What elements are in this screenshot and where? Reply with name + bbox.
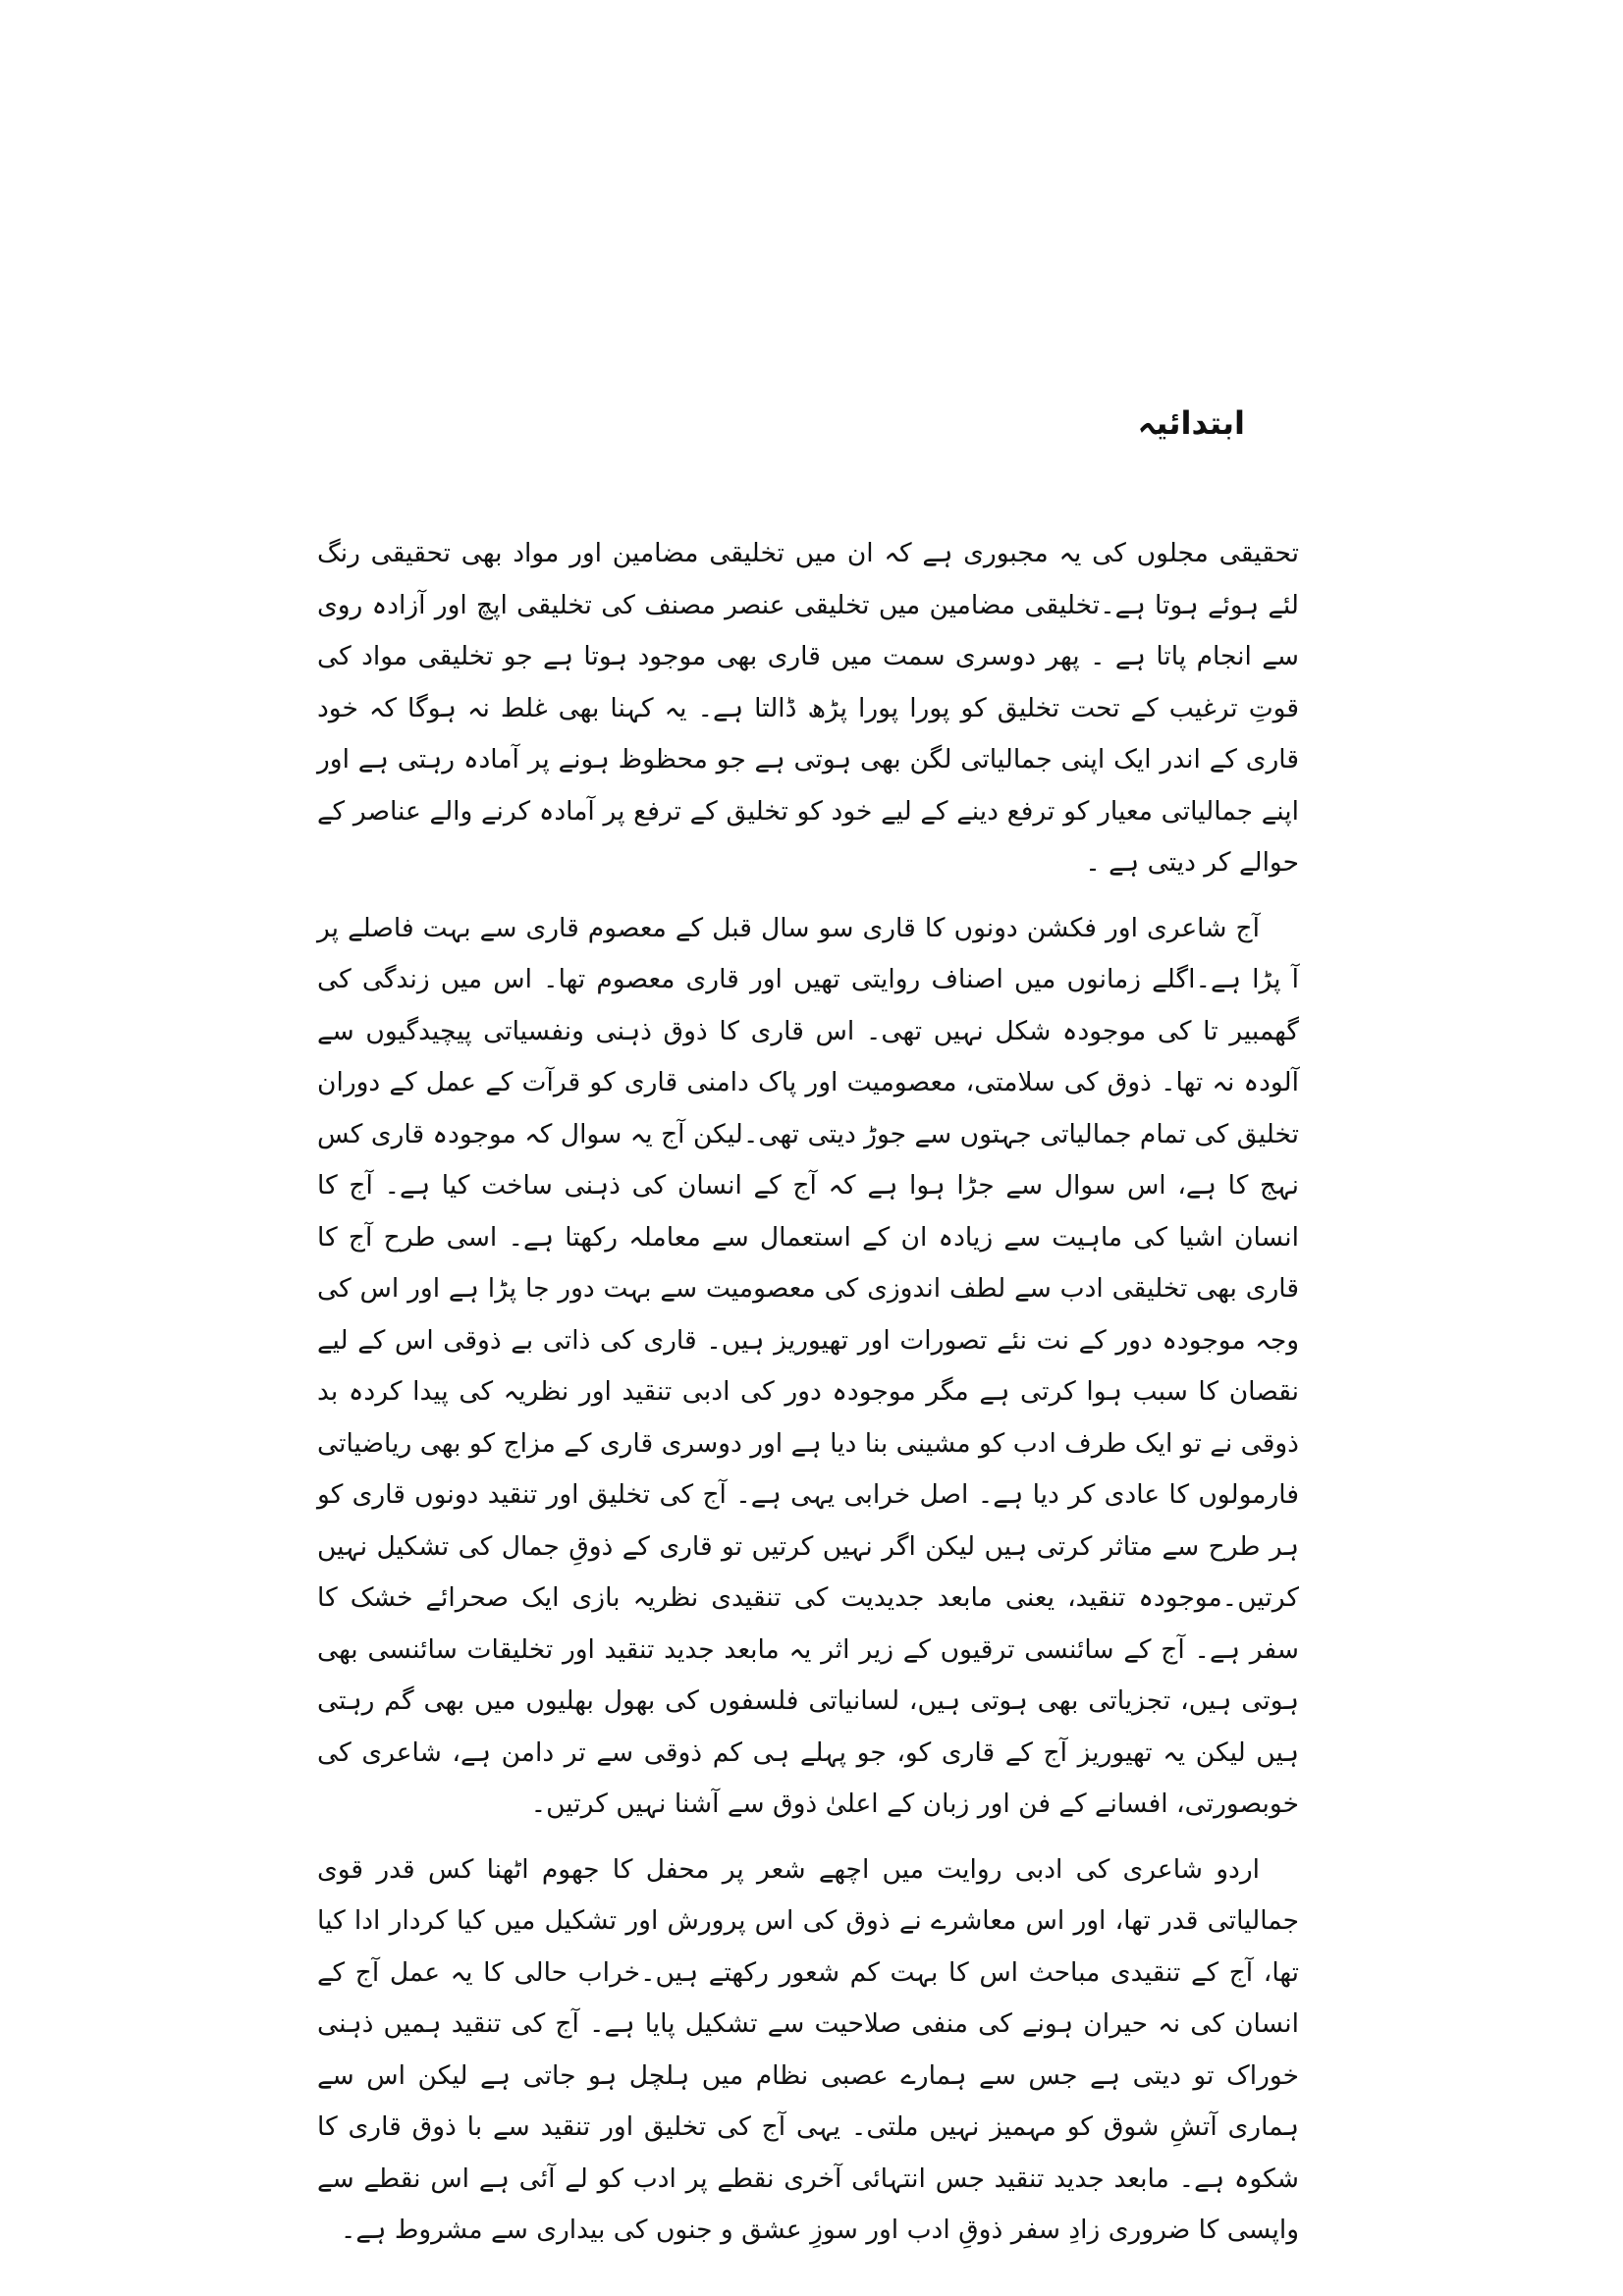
page-title: ابتدائیہ	[1137, 404, 1245, 442]
paragraph-2: آج شاعری اور فکشن دونوں کا قاری سو سال قبل کے معصوم قاری سے بہت فاصلے پر آ پڑا ہے۔اگلے زمانوں میں اصناف روایتی تھیں اور قاری معصوم تھا۔ اس میں زندگی کی گھمبیر تا کی موجودہ شکل نہیں تھی۔ اس قاری کا ذوق ذہنی ونفسیاتی پیچیدگیوں سے آلودہ نہ تھا۔ ذوق کی سلامتی، معصومیت اور پاک دامنی قاری کو قرآت کے عمل کے دوران تخلیق کی تمام جمالیاتی جہتوں سے جوڑ دیتی تھی۔لیکن آج یہ سوال کہ موجودہ قاری کس نہج کا ہے، اس سوال سے جڑا ہوا ہے کہ آج کے انسان کی ذہنی ساخت کیا ہے۔ آج کا انسان اشیا کی ماہیت سے زیادہ ان کے استعمال سے معاملہ رکھتا ہے۔ اسی طرح آج کا قاری بھی تخلیقی ادب سے لطف اندوزی کی معصومیت سے بہت دور جا پڑا ہے اور اس کی وجہ موجودہ دور کے نت نئے تصورات اور تھیوریز ہیں۔ قاری کی ذاتی بے ذوقی اس کے لیے نقصان کا سبب ہوا کرتی ہے مگر موجودہ دور کی ادبی تنقید اور نظریہ کی پیدا کردہ بد ذوقی نے تو ایک طرف ادب کو مشینی بنا دیا ہے اور دوسری قاری کے مزاج کو بھی ریاضیاتی فارمولوں کا عادی کر دیا ہے۔ اصل خرابی یہی ہے۔ آج کی تخلیق اور تنقید دونوں قاری کو ہر طرح سے متاثر کرتی ہیں لیکن اگر نہیں کرتیں تو قاری کے ذوقِ جمال کی تشکیل نہیں کرتیں۔موجودہ تنقید، یعنی مابعد جدیدیت کی تنقیدی نظریہ بازی ایک صحرائے خشک کا سفر ہے۔ آج کے سائنسی ترقیوں کے زیر اثر یہ مابعد جدید تنقید اور تخلیقات سائنسی بھی ہوتی ہیں، تجزیاتی بھی ہوتی ہیں، لسانیاتی فلسفوں کی بھول بھلیوں میں بھی گم رہتی ہیں لیکن یہ تھیوریز آج کے قاری کو، جو پہلے ہی کم ذوقی سے تر دامن ہے، شاعری کی خوبصورتی، افسانے کے فن اور زبان کے اعلیٰ ذوق سے آشنا نہیں کرتیں۔	[317, 912, 1299, 1819]
body-text	[317, 528, 1299, 2270]
paragraph-3: اردو شاعری کی ادبی روایت میں اچھے شعر پر محفل کا جھوم اٹھنا کس قدر قوی جمالیاتی قدر تھا، اور اس معاشرے نے ذوق کی اس پرورش اور تشکیل میں کیا کردار ادا کیا تھا، آج کے تنقیدی مباحث اس کا بہت کم شعور رکھتے ہیں۔خراب حالی کا یہ عمل آج کے انسان کی نہ حیران ہونے کی منفی صلاحیت سے تشکیل پایا ہے۔ آج کی تنقید ہمیں ذہنی خوراک تو دیتی ہے جس سے ہمارے عصبی نظام میں ہلچل ہو جاتی ہے لیکن اس سے ہماری آتشِ شوق کو مہمیز نہیں ملتی۔ یہی آج کی تخلیق اور تنقید سے با ذوق قاری کا شکوہ ہے۔ مابعد جدید تنقید جس انتہائی آخری نقطے پر ادب کو لے آئی ہے اس نقطے سے واپسی کا ضروری زادِ سفر ذوقِ ادب اور سوزِ عشق و جنوں کی بیداری سے مشروط ہے۔	[317, 1853, 1299, 2245]
paragraph-1: تحقیقی مجلوں کی یہ مجبوری ہے کہ ان میں تخلیقی مضامین اور مواد بھی تحقیقی رنگ لئے ہوئے ہوتا ہے۔تخلیقی مضامین میں تخلیقی عنصر مصنف کی تخلیقی اپچ اور آزادہ روی سے انجام پاتا ہے ۔ پھر دوسری سمت میں قاری بھی موجود ہوتا ہے جو تخلیقی مواد کی قوتِ ترغیب کے تحت تخلیق کو پورا پورا پڑھ ڈالتا ہے۔ یہ کہنا بھی غلط نہ ہوگا کہ خود قاری کے اندر ایک اپنی جمالیاتی لگن بھی ہوتی ہے جو محظوظ ہونے پر آمادہ رہتی ہے اور اپنے جمالیاتی معیار کو ترفع دینے کے لیے خود کو تخلیق کے ترفع پر آمادہ کرنے والے عناصر کے حوالے کر دیتی ہے ۔	[317, 538, 1299, 878]
